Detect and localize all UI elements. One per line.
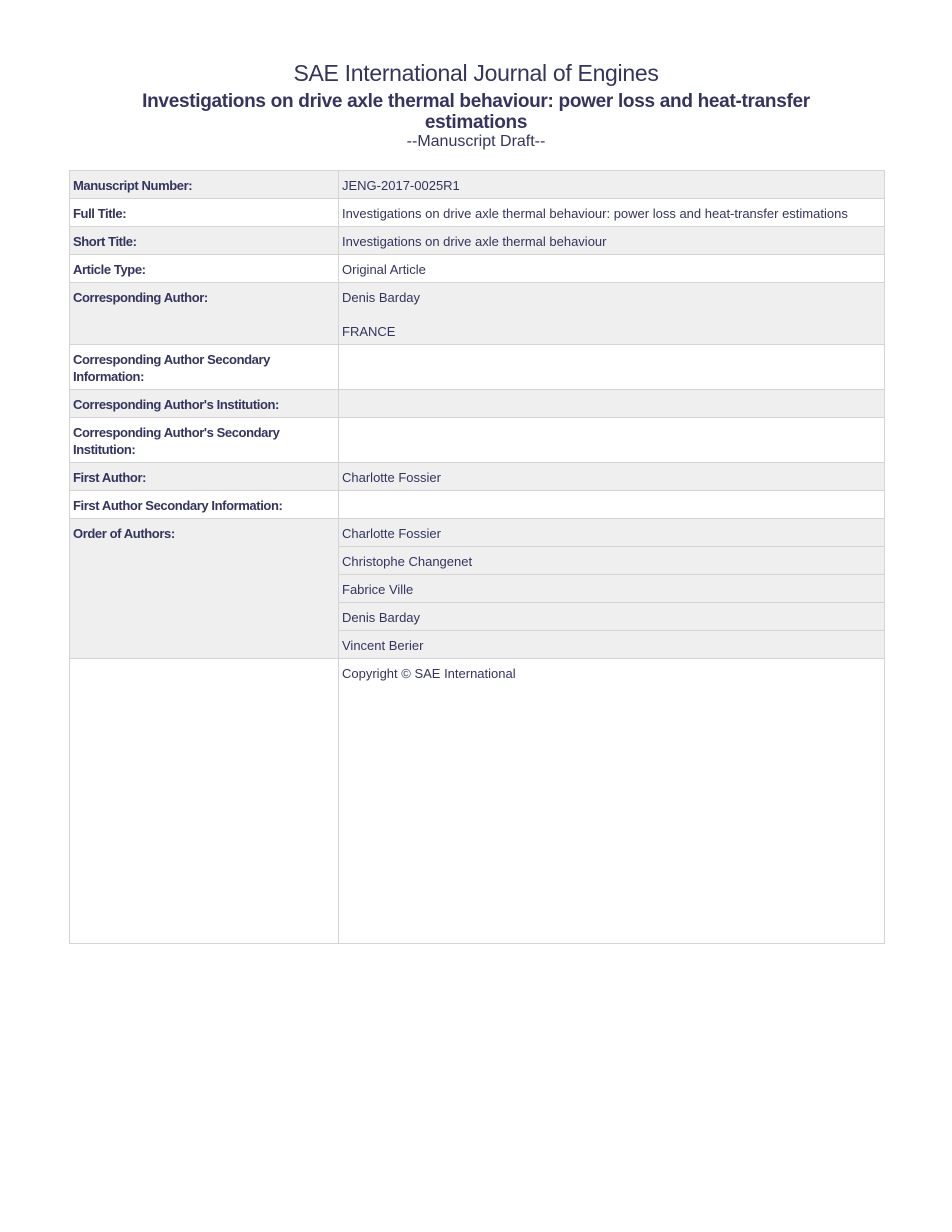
row-first-author-secondary [70,491,885,519]
first-author-secondary-label: First Author Secondary Information: [70,491,339,519]
line-spacer [342,306,881,323]
order-of-authors-label: Order of Authors: [70,519,339,659]
short-title-value: Investigations on drive axle thermal behaviour [339,227,885,255]
corr-institution-label: Corresponding Author's Institution: [70,390,339,418]
row-corr-secondary-info [70,345,885,390]
row-corr-institution [70,390,885,418]
full-title-label: Full Title: [70,199,339,227]
author-list-item: Fabrice Ville [339,575,885,603]
row-corr-secondary-institution [70,418,885,463]
corr-secondary-institution-value [339,418,885,463]
manuscript-number-label: Manuscript Number: [70,171,339,199]
corr-secondary-institution-label: Corresponding Author's Secondary Institution: [70,418,339,463]
author-list-item: Denis Barday [339,603,885,631]
corresponding-author-name: Denis Barday [342,290,421,305]
row-manuscript-number [70,171,885,199]
corresponding-author-label: Corresponding Author: [70,283,339,345]
article-type-label: Article Type: [70,255,339,283]
row-short-title [70,227,885,255]
author-list-item: Christophe Changenet [339,547,885,575]
corr-institution-value [339,390,885,418]
full-title-value: Investigations on drive axle thermal behaviour: power loss and heat-transfer estimations [339,199,885,227]
row-copyright [70,659,885,944]
author-list-item: Vincent Berier [339,631,885,659]
short-title-label: Short Title: [70,227,339,255]
manuscript-number-value: JENG-2017-0025R1 [339,171,885,199]
manuscript-draft-label: --Manuscript Draft-- [406,133,546,150]
corresponding-author-value [339,283,885,345]
paper-title: Investigations on drive axle thermal behaviour: power loss and heat-transfer estimations [142,91,810,133]
journal-title: SAE International Journal of Engines [293,60,659,86]
row-order-of-authors [70,519,885,547]
row-corresponding-author [70,283,885,345]
row-full-title [70,199,885,227]
row-article-type [70,255,885,283]
copyright-empty-label [70,659,339,944]
first-author-secondary-value [339,491,885,519]
manuscript-info-table [69,170,885,944]
document-header [0,58,952,151]
corr-secondary-info-label: Corresponding Author Secondary Information: [70,345,339,390]
first-author-value: Charlotte Fossier [339,463,885,491]
corr-secondary-info-value [339,345,885,390]
corresponding-author-country: FRANCE [342,324,396,339]
first-author-label: First Author: [70,463,339,491]
author-list-item: Charlotte Fossier [339,519,885,547]
row-first-author [70,463,885,491]
copyright-value: Copyright © SAE International [339,659,885,944]
article-type-value: Original Article [339,255,885,283]
